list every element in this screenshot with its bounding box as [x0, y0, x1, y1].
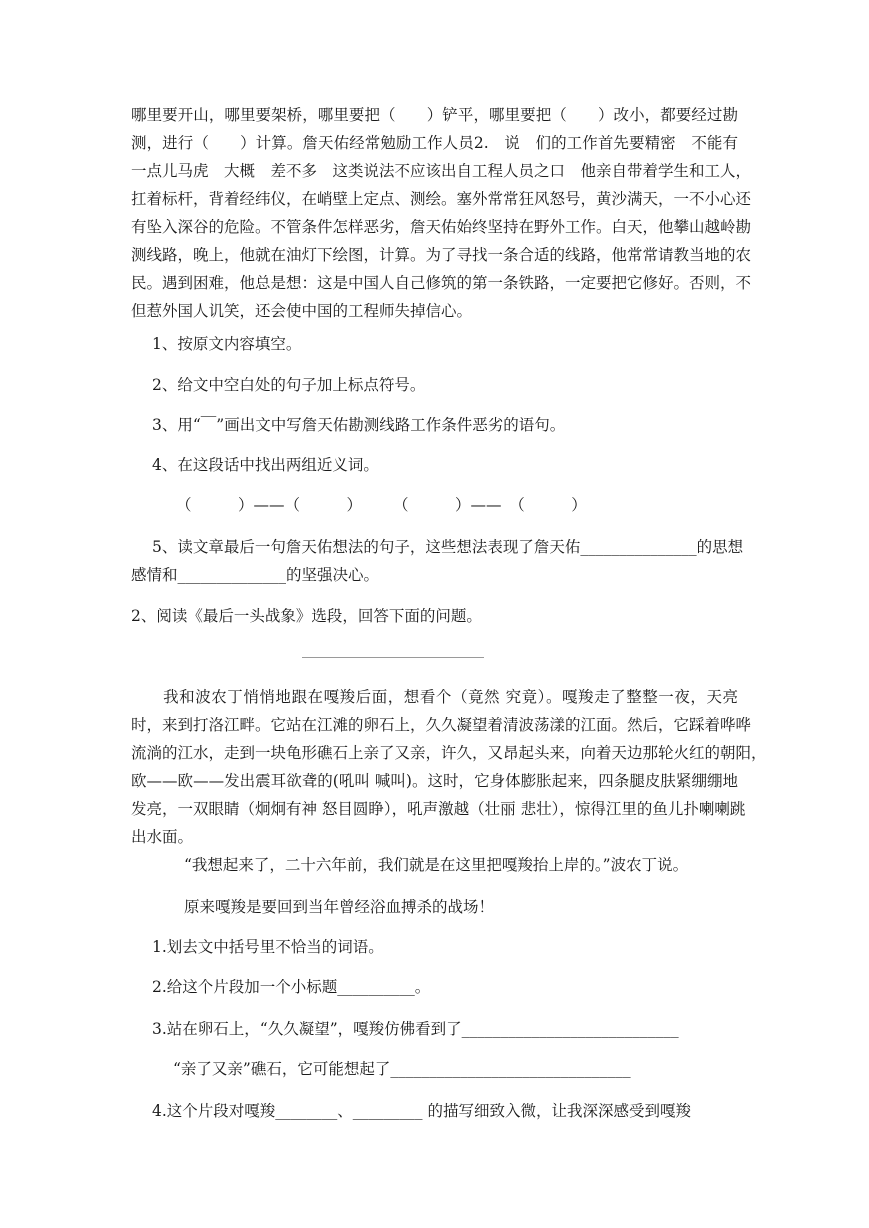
section-2-heading: 2、阅读《最后一头战象》选段，回答下面的问题。: [131, 607, 482, 625]
section-2-question-3: 3.站在卵石上，“久久凝望”，嘎羧仿佛看到了____________________________: [152, 1020, 679, 1038]
passage-line: 扛着标杆，背着经纬仪，在峭壁上定点、测绘。塞外常常狂风怒号，黄沙满天，一不小心还: [131, 190, 752, 208]
section-2-question-3-continued: “亲了又亲”礁石，它可能想起了_______________________________: [173, 1060, 631, 1078]
section-2-question-2: 2.给这个片段加一个小标题__________。: [152, 978, 431, 996]
divider-line: [302, 657, 484, 658]
passage-line: 但惹外国人讥笑，还会使中国的工程师失掉信心。: [131, 302, 473, 320]
question-4: 4、在这段话中找出两组近义词。: [152, 456, 379, 474]
zhan-tianyou-passage: [131, 101, 752, 325]
passage-line: 一点儿马虎 大概 差不多 这类说法不应该出自工程人员之口 他亲自带着学生和工人，: [131, 162, 752, 180]
passage-line: 欧——欧——发出震耳欲聋的(吼叫 喊叫)。这时，它身体膨胀起来，四条腿皮肤紧绷绷地: [131, 772, 738, 790]
dialogue-paragraph: “我想起来了，二十六年前，我们就是在这里把嘎羧抬上岸的。”波农丁说。: [184, 856, 689, 874]
question-2: 2、给文中空白处的句子加上标点符号。: [152, 376, 426, 394]
passage-line: 测，进行（ ）计算。詹天佑经常勉励工作人员2. 说 们的工作首先要精密 不能有: [131, 134, 738, 152]
section-2-question-1: 1.划去文中括号里不恰当的词语。: [152, 938, 384, 956]
synonym-blanks: （ ）——（ ） （ ）—— （ ）: [176, 496, 587, 514]
passage-line: 有坠入深谷的危险。不管条件怎样恶劣，詹天佑始终坚持在野外工作。白天，他攀山越岭勘: [131, 218, 752, 236]
passage-line: 哪里要开山，哪里要架桥，哪里要把（ ）铲平，哪里要把（ ）改小，都要经过勘: [131, 106, 738, 124]
passage-line: 出水面。: [131, 828, 194, 846]
passage-line: 我和波农丁悄悄地跟在嘎羧后面，想看个（竟然 究竟）。嘎羧走了整整一夜，天亮: [131, 688, 738, 706]
question-1: 1、按原文内容填空。: [152, 335, 302, 353]
section-2-question-4: 4.这个片段对嘎羧________、_________ 的描写细致入微，让我深深感受到嘎羧: [152, 1102, 691, 1120]
passage-line: 民。遇到困难，他总是想：这是中国人自己修筑的第一条铁路，一定要把它修好。否则，不: [131, 274, 752, 292]
passage-line: 流淌的江水，走到一块龟形礁石上亲了又亲，许久，又昂起头来，向着天边那轮火红的朝阳，: [131, 744, 767, 762]
question-5-continued: 感情和______________的坚强决心。: [131, 566, 380, 584]
question-3: 3、用“￣”画出文中写詹天佑勘测线路工作条件恶劣的语句。: [152, 416, 566, 434]
question-5: 5、读文章最后一句詹天佑想法的句子，这些想法表现了詹天佑_______________的思想: [152, 538, 744, 556]
closing-paragraph: 原来嘎羧是要回到当年曾经浴血搏杀的战场！: [184, 898, 495, 916]
passage-line: 时，来到打洛江畔。它站在江滩的卵石上，久久凝望着清波荡漾的江面。然后，它踩着哗哗: [131, 716, 752, 734]
last-war-elephant-passage: [131, 683, 767, 851]
passage-line: 发亮，一双眼睛（炯炯有神 怒目圆睁），吼声激越（壮丽 悲壮），惊得江里的鱼儿扑喇喇跳: [131, 800, 746, 818]
passage-line: 测线路，晚上，他就在油灯下绘图，计算。为了寻找一条合适的线路，他常常请教当地的农: [131, 246, 752, 264]
